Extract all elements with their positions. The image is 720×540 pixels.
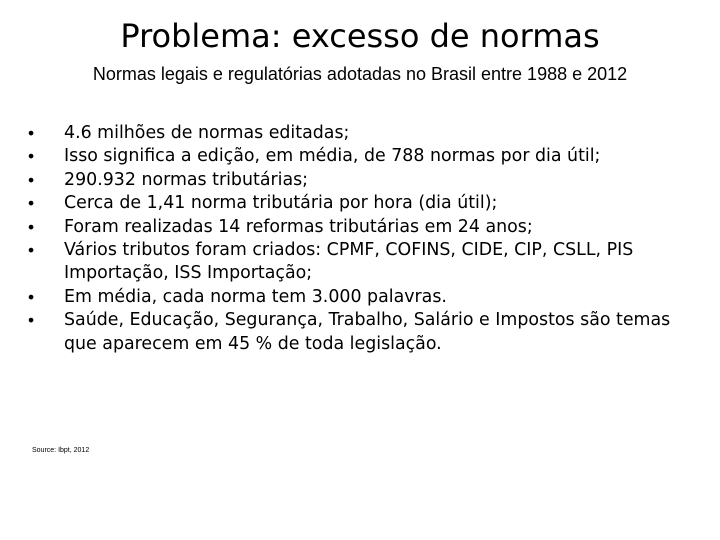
bullet-text: 290.932 normas tributárias;	[64, 169, 309, 190]
bullet-text: Cerca de 1,41 norma tributária por hora (dia útil);	[64, 193, 498, 214]
bullet-icon: •	[28, 286, 35, 307]
bullet-icon: •	[28, 169, 35, 190]
source-note: Source: Ibpt, 2012	[32, 447, 90, 454]
bullet-text: Foram realizadas 14 reformas tributárias em 24 anos;	[64, 216, 533, 237]
bullet-text: Saúde, Educação, Segurança, Trabalho, Salário e Impostos são temas que aparecem em 45 % de toda legislação.	[64, 310, 671, 354]
bullet-item	[28, 192, 678, 215]
bullet-icon: •	[28, 216, 35, 237]
bullet-text: 4.6 milhões de normas editadas;	[64, 123, 350, 143]
bullet-item	[28, 216, 678, 239]
bullet-list	[28, 122, 678, 356]
bullet-text: Isso significa a edição, em média, de 788 normas por dia útil;	[64, 146, 601, 167]
bullet-text: Em média, cada norma tem 3.000 palavras.	[64, 286, 447, 307]
bullet-text: Vários tributos foram criados: CPMF, COFINS, CIDE, CIP, CSLL, PIS Importação, ISS Importação;	[64, 240, 634, 284]
bullet-icon: •	[28, 193, 35, 214]
bullet-icon: •	[28, 146, 35, 167]
bullet-item	[28, 309, 678, 356]
bullet-icon: •	[28, 123, 35, 143]
bullet-item	[28, 239, 678, 286]
bullet-icon: •	[28, 240, 35, 261]
bullet-icon: •	[28, 310, 35, 331]
slide-title: Problema: excesso de normas	[120, 17, 600, 55]
slide-subtitle: Normas legais e regulatórias adotadas no Brasil entre 1988 e 2012	[92, 64, 628, 84]
bullet-item	[28, 145, 678, 168]
bullet-item	[28, 286, 678, 309]
bullet-item	[28, 122, 678, 145]
bullet-item	[28, 169, 678, 192]
